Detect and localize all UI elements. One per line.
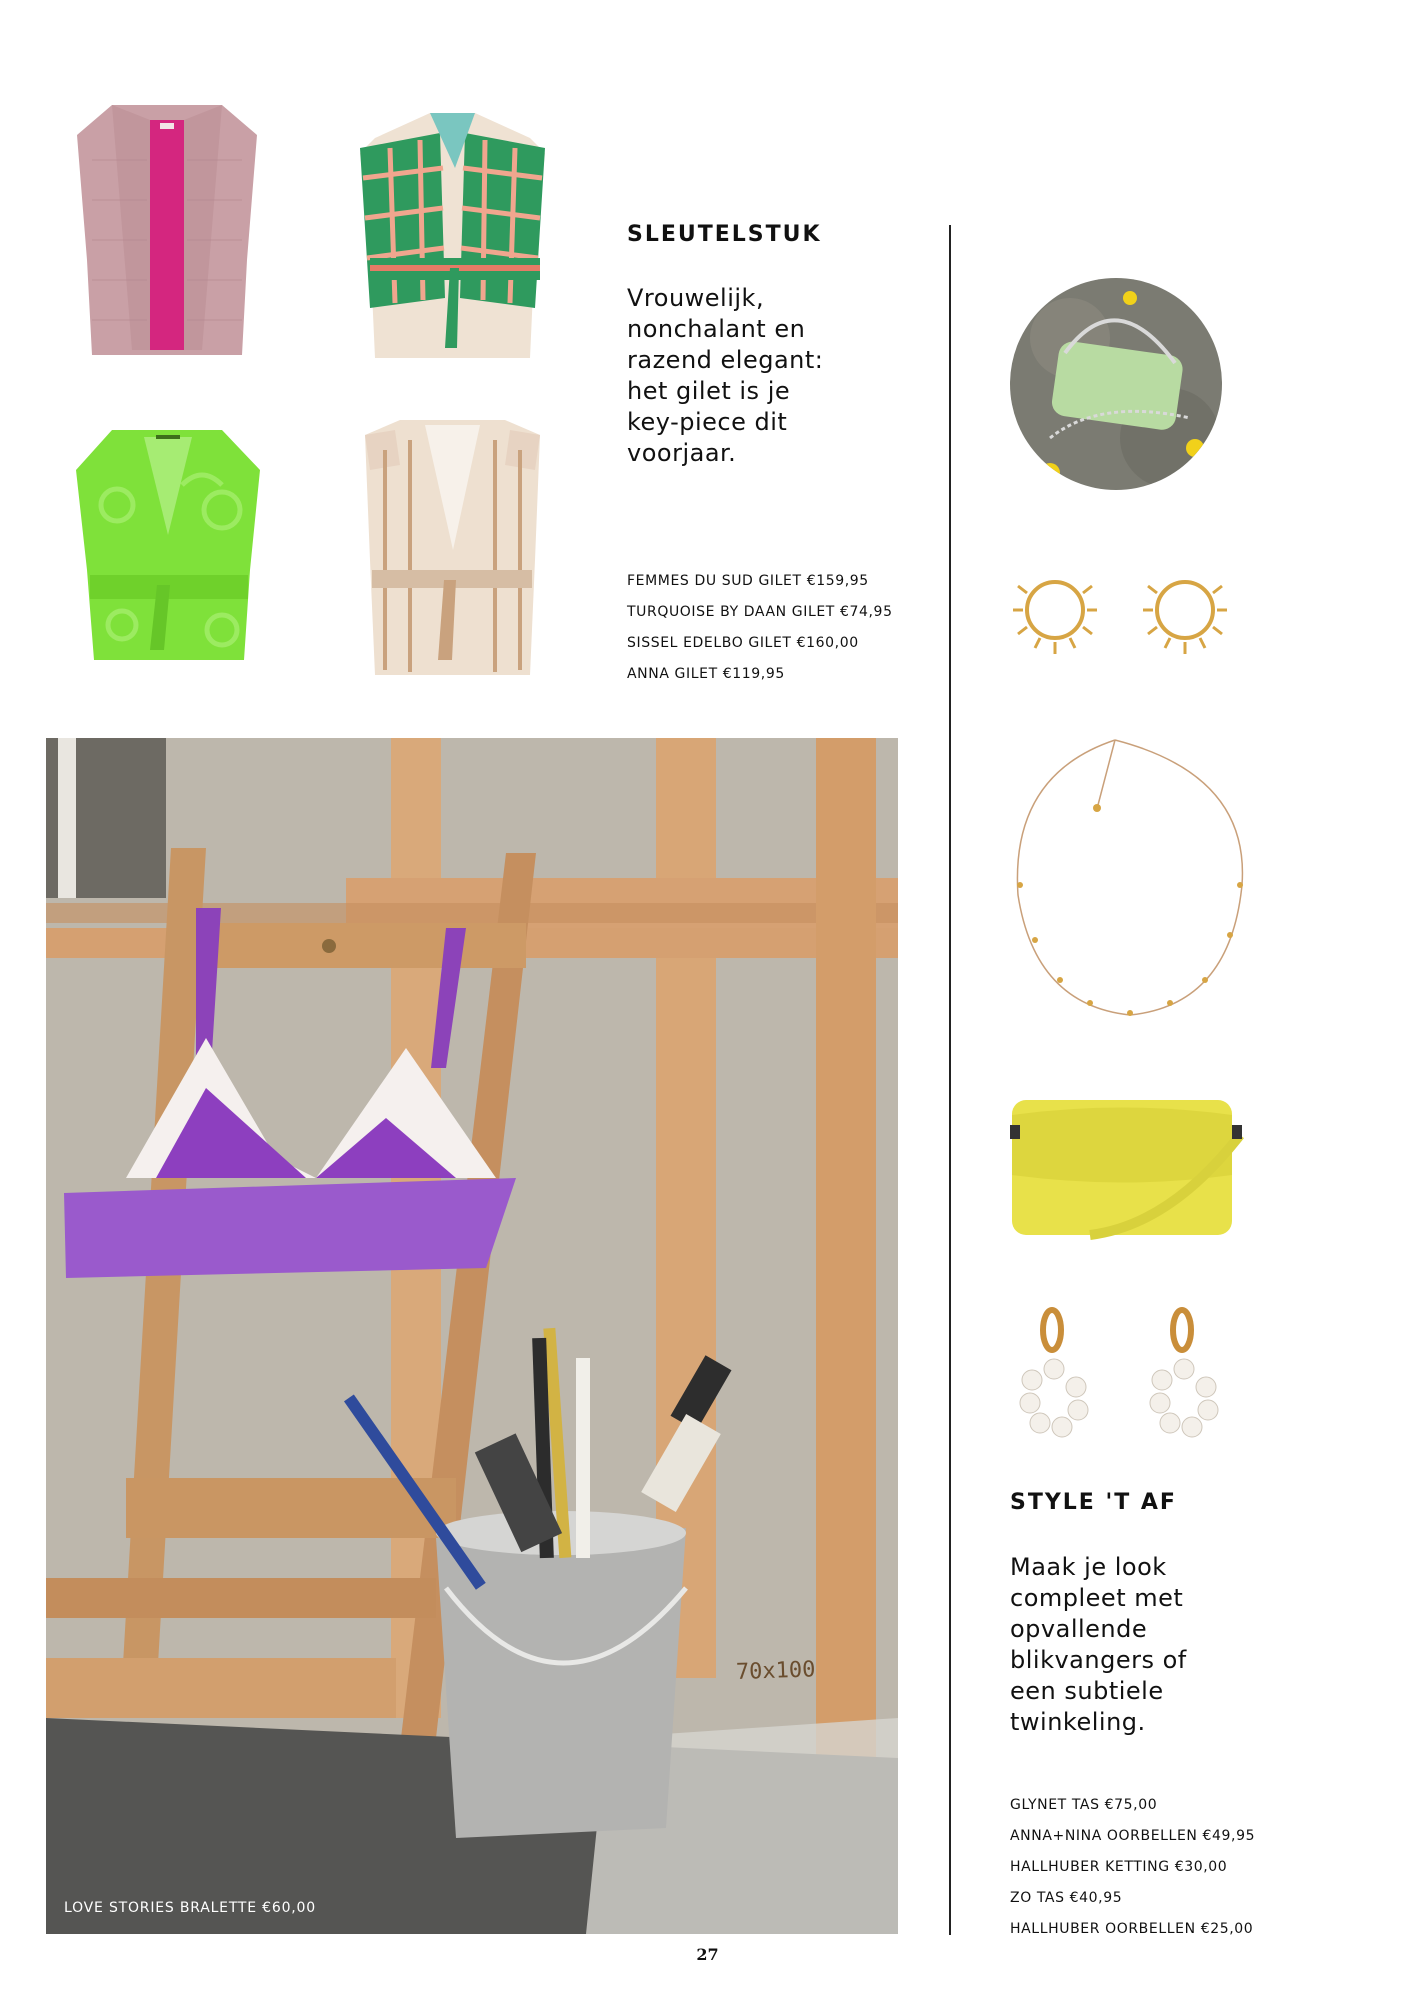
price-item: FEMMES DU SUD GILET €159,95 — [627, 573, 869, 589]
accessory-price-list — [1010, 1790, 1255, 1945]
price-item: HALLHUBER OORBELLEN €25,00 — [1010, 1921, 1254, 1937]
gold-sun-hoop-earrings-image — [1010, 568, 1250, 656]
mint-chain-bag-image — [1010, 278, 1222, 490]
pink-quilted-gilet-image — [72, 100, 262, 365]
column-divider — [949, 225, 951, 1935]
plaid-belted-gilet-image — [345, 108, 560, 363]
price-item: ZO TAS €40,95 — [1010, 1890, 1123, 1906]
price-item: ANNA+NINA OORBELLEN €49,95 — [1010, 1828, 1256, 1844]
page-number: 27 — [696, 1945, 719, 1964]
gilet-price-list — [627, 566, 893, 690]
lime-terry-gilet-image — [72, 425, 264, 665]
price-item: GLYNET TAS €75,00 — [1010, 1797, 1158, 1813]
yellow-crossbody-bag-image — [1010, 1095, 1250, 1245]
section-heading-sleutelstuk: SLEUTELSTUK — [627, 222, 822, 247]
beige-embroidered-gilet-image — [340, 410, 565, 680]
price-item: ANNA GILET €119,95 — [627, 666, 785, 682]
gold-bead-necklace-image — [1010, 735, 1250, 1025]
price-item: HALLHUBER KETTING €30,00 — [1010, 1859, 1228, 1875]
section-lead-style-t-af: Maak je look compleet met opvallende blikvangers of een subtiele twinkeling. — [1010, 1553, 1187, 1736]
section-lead-sleutelstuk: Vrouwelijk, nonchalant en razend elegant: het gilet is je key-piece dit voorjaar. — [627, 284, 824, 467]
photo-caption: LOVE STORIES BRALETTE €60,00 — [64, 1900, 316, 1916]
bralette-easel-photo — [46, 738, 898, 1934]
canvas-stamp-text: 70x100 — [735, 1657, 816, 1686]
pearl-hoop-earrings-image — [1010, 1305, 1230, 1445]
price-item: TURQUOISE BY DAAN GILET €74,95 — [627, 604, 893, 620]
price-item: SISSEL EDELBO GILET €160,00 — [627, 635, 859, 651]
section-heading-style-t-af: STYLE 'T AF — [1010, 1490, 1177, 1515]
